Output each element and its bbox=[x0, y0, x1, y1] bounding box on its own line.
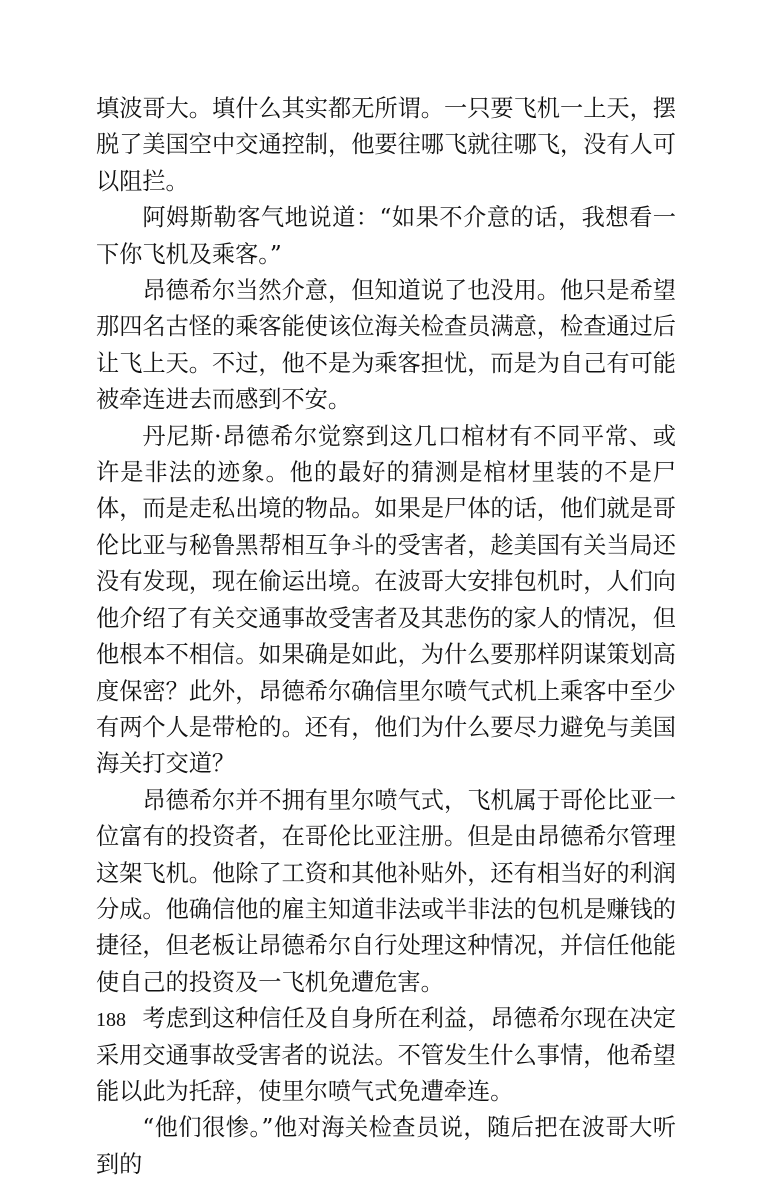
paragraph-2: 阿姆斯勒客气地说道：“如果不介意的话，我想看一下你飞机及乘客。” bbox=[96, 204, 676, 268]
paragraph-4: 丹尼斯·昂德希尔觉察到这几口棺材有不同平常、或许是非法的迹象。他的最好的猜测是棺材里装的不是尸体，而是走私出境的物品。如果是尸体的话，他们就是哥伦比亚与秘鲁黑帮相互争斗的受害者，趁美国有关当局还没有发现，现在偷运出境。在波哥大安排包机时，人们向他介绍了有关交通事故受害者及其悲伤的家人的情况，但他根本不相信。如果确是如此，为什么要那样阴谋策划高度保密？此外，昂德希尔确信里尔喷气式机上乘客中至少有两个人是带枪的。还有，他们为什么要尽力避免与美国海关打交道？ bbox=[96, 422, 676, 778]
paragraph-7: “他们很惨。”他对海关检查员说，随后把在波哥大听到的 bbox=[96, 1114, 676, 1178]
body-text bbox=[96, 91, 676, 1183]
paragraph-3: 昂德希尔当然介意，但知道说了也没用。他只是希望那四名古怪的乘客能使该位海关检查员满意，检查通过后让飞上天。不过，他不是为乘客担忧，而是为自己有可能被牵连进去而感到不安。 bbox=[96, 277, 676, 414]
paragraph-1: 填波哥大。填什么其实都无所谓。一只要飞机一上天，摆脱了美国空中交通控制，他要往哪飞就往哪飞，没有人可以阻拦。 bbox=[96, 95, 676, 195]
paragraph-6: 考虑到这种信任及自身所在利益，昂德希尔现在决定采用交通事故受害者的说法。不管发生什么事情，他希望能以此为托辞，使里尔喷气式免遭牵连。 bbox=[96, 1005, 676, 1105]
page-number: 188 bbox=[96, 1009, 126, 1031]
paragraph-5: 昂德希尔并不拥有里尔喷气式，飞机属于哥伦比亚一位富有的投资者，在哥伦比亚注册。但是由昂德希尔管理这架飞机。他除了工资和其他补贴外，还有相当好的利润分成。他确信他的雇主知道非法或半非法的包机是赚钱的捷径，但老板让昂德希尔自行处理这种情况，并信任他能使自己的投资及一飞机免遭危害。 bbox=[96, 786, 676, 996]
